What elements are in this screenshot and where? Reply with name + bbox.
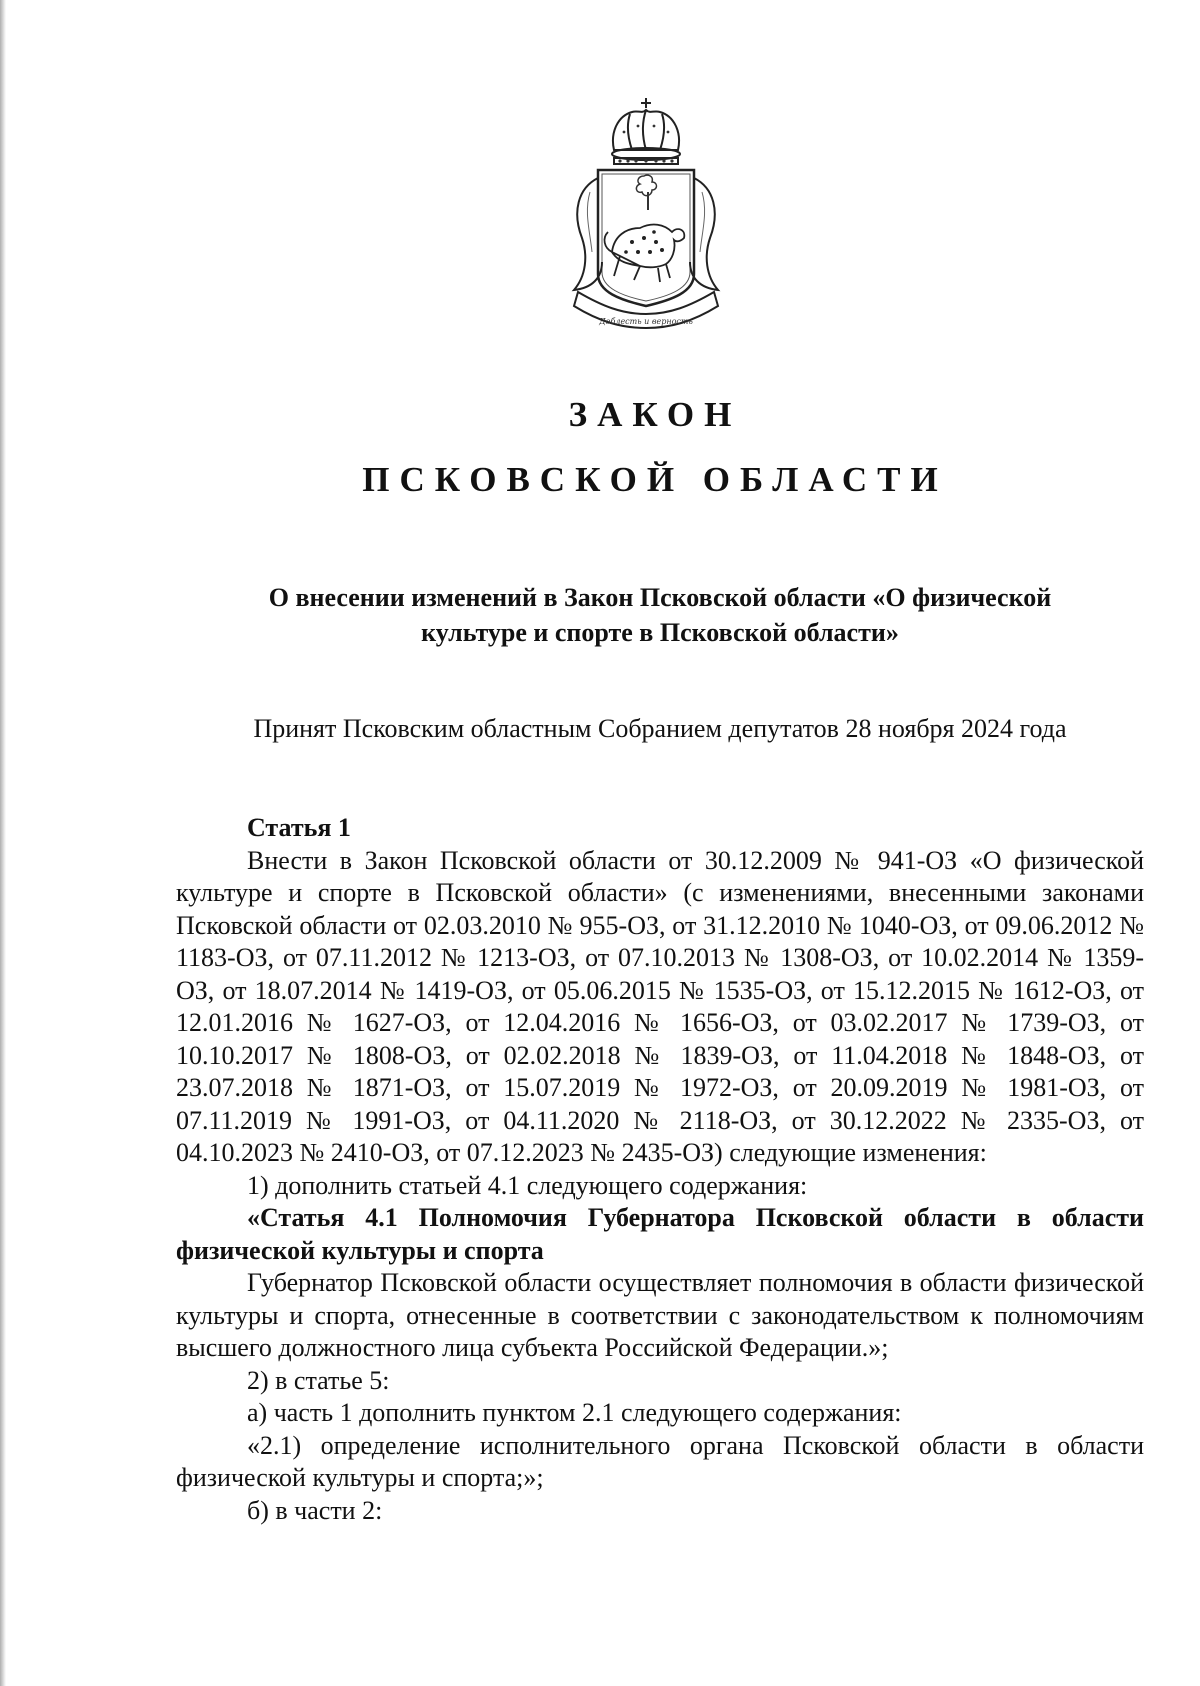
amendment-item-2: 2) в статье 5: bbox=[247, 1365, 390, 1395]
article-4-1-text: Губернатор Псковской области осуществляет полномочия в области физической культуры и спорта, отнесенные в соответствии с законодательством к полномочиям высшего должностного лица субъекта Российской Федерации.»; bbox=[176, 1268, 1144, 1362]
pskov-coat-of-arms-icon bbox=[562, 92, 730, 332]
document-title-region: ПСКОВСКОЙ ОБЛАСТИ bbox=[362, 460, 948, 499]
scan-edge bbox=[0, 0, 6, 1686]
document-title: ЗАКОН bbox=[568, 395, 742, 434]
document-body bbox=[176, 812, 1144, 1527]
law-heading bbox=[230, 580, 1090, 650]
amendment-item-1: 1) дополнить статьей 4.1 следующего содержания: bbox=[247, 1170, 808, 1200]
article-1-intro: Внести в Закон Псковской области от 30.12.2009 № 941-ОЗ «О физической культуре и спорте в Псковской области» (с изменениями, внесенными законами Псковской области от 02.03.2010 № 955-ОЗ, от 31.12.2010 № 1040-ОЗ, от 09.06.2012 № 1183-ОЗ, от 07.11.2012 № 1213-ОЗ, от 07.10.2013 № 1308-ОЗ, от 10.02.2014 № 1359-ОЗ, от 18.07.2014 № 1419-ОЗ, от 05.06.2015 № 1535-ОЗ, от 15.12.2015 № 1612-ОЗ, от 12.01.2016 № 1627-ОЗ, от 12.04.2016 № 1656-ОЗ, от 03.02.2017 № 1739-ОЗ, от 10.10.2017 № 1808-ОЗ, от 02.02.2018 № 1839-ОЗ, от 11.04.2018 № 1848-ОЗ, от 23.07.2018 № 1871-ОЗ, от 15.07.2019 № 1972-ОЗ, от 20.09.2019 № 1981-ОЗ, от 07.11.2019 № 1991-ОЗ, от 04.11.2020 № 2118-ОЗ, от 30.12.2022 № 2335-ОЗ, от 04.10.2023 № 2410-ОЗ, от 07.12.2023 № 2435-ОЗ) следующие изменения: bbox=[176, 845, 1144, 1167]
amendment-item-2a-text: «2.1) определение исполнительного органа Псковской области в области физической культуры и спорта;»; bbox=[176, 1430, 1144, 1492]
amendment-item-2a: а) часть 1 дополнить пунктом 2.1 следующего содержания: bbox=[247, 1398, 902, 1427]
article-1-title: Статья 1 bbox=[247, 813, 351, 842]
emblem-motto: Доблесть и верность bbox=[599, 317, 693, 326]
law-heading-line-1: О внесении изменений в Закон Псковской области «О физической bbox=[268, 583, 1052, 612]
article-4-1-title: «Статья 4.1 Полномочия Губернатора Псковской области в области физической культуры и спорта bbox=[176, 1203, 1144, 1265]
law-heading-line-2: культуре и спорте в Псковской области» bbox=[421, 618, 899, 647]
amendment-item-2b: б) в части 2: bbox=[247, 1495, 383, 1525]
adoption-statement: Принят Псковским областным Собранием депутатов 28 ноября 2024 года bbox=[253, 714, 1067, 743]
